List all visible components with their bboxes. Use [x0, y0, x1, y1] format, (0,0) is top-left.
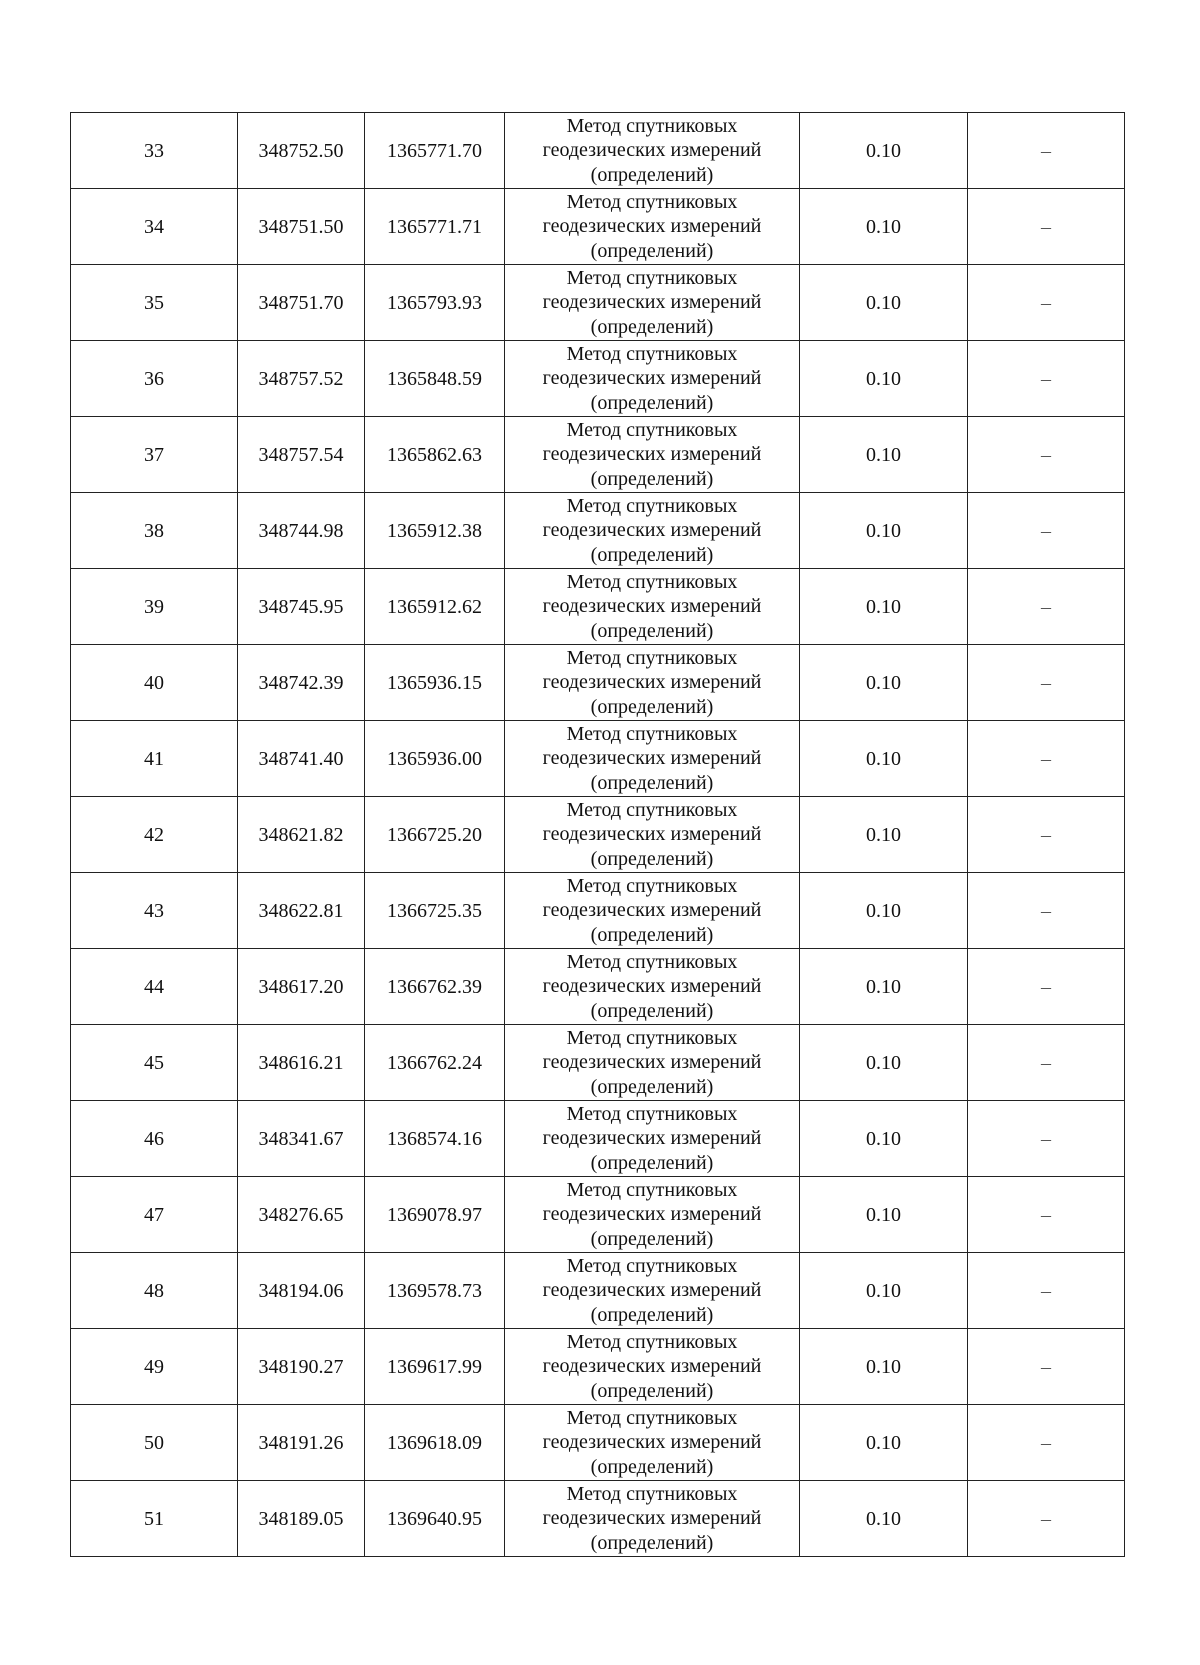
accuracy-cell: 0.10	[800, 189, 968, 265]
accuracy-cell: 0.10	[800, 873, 968, 949]
method-cell: Метод спутниковых геодезических измерений (определений)	[505, 797, 800, 873]
coordinate-x-cell: 348741.40	[238, 721, 365, 797]
point-number-cell: 37	[71, 417, 238, 493]
coordinate-x-cell: 348616.21	[238, 1025, 365, 1101]
table-row	[71, 113, 1125, 189]
note-cell: –	[968, 493, 1125, 569]
note-cell: –	[968, 873, 1125, 949]
coordinate-x-cell: 348752.50	[238, 113, 365, 189]
coordinate-y-cell: 1365771.71	[365, 189, 505, 265]
table-row	[71, 1253, 1125, 1329]
method-cell: Метод спутниковых геодезических измерений (определений)	[505, 949, 800, 1025]
coordinate-y-cell: 1369578.73	[365, 1253, 505, 1329]
method-cell: Метод спутниковых геодезических измерений (определений)	[505, 113, 800, 189]
table-row	[71, 645, 1125, 721]
coordinate-y-cell: 1365771.70	[365, 113, 505, 189]
point-number-cell: 35	[71, 265, 238, 341]
point-number-cell: 42	[71, 797, 238, 873]
method-cell: Метод спутниковых геодезических измерений (определений)	[505, 569, 800, 645]
accuracy-cell: 0.10	[800, 1101, 968, 1177]
method-cell: Метод спутниковых геодезических измерений (определений)	[505, 1329, 800, 1405]
method-cell: Метод спутниковых геодезических измерений (определений)	[505, 189, 800, 265]
point-number-cell: 40	[71, 645, 238, 721]
table-body	[71, 113, 1125, 1557]
note-cell: –	[968, 341, 1125, 417]
note-cell: –	[968, 1025, 1125, 1101]
table-row	[71, 1481, 1125, 1557]
accuracy-cell: 0.10	[800, 569, 968, 645]
accuracy-cell: 0.10	[800, 797, 968, 873]
method-cell: Метод спутниковых геодезических измерений (определений)	[505, 645, 800, 721]
accuracy-cell: 0.10	[800, 949, 968, 1025]
table-row	[71, 873, 1125, 949]
point-number-cell: 34	[71, 189, 238, 265]
coordinate-x-cell: 348617.20	[238, 949, 365, 1025]
table-row	[71, 265, 1125, 341]
note-cell: –	[968, 1329, 1125, 1405]
accuracy-cell: 0.10	[800, 645, 968, 721]
coordinate-x-cell: 348742.39	[238, 645, 365, 721]
coordinates-table	[70, 112, 1125, 1557]
note-cell: –	[968, 1405, 1125, 1481]
table-row	[71, 1025, 1125, 1101]
accuracy-cell: 0.10	[800, 721, 968, 797]
point-number-cell: 41	[71, 721, 238, 797]
note-cell: –	[968, 569, 1125, 645]
method-cell: Метод спутниковых геодезических измерений (определений)	[505, 721, 800, 797]
accuracy-cell: 0.10	[800, 341, 968, 417]
coordinate-x-cell: 348745.95	[238, 569, 365, 645]
coordinate-y-cell: 1365793.93	[365, 265, 505, 341]
coordinate-x-cell: 348622.81	[238, 873, 365, 949]
coordinate-y-cell: 1366725.35	[365, 873, 505, 949]
point-number-cell: 38	[71, 493, 238, 569]
coordinate-x-cell: 348751.70	[238, 265, 365, 341]
table-row	[71, 417, 1125, 493]
table-row	[71, 341, 1125, 417]
coordinate-y-cell: 1369617.99	[365, 1329, 505, 1405]
table-row	[71, 1101, 1125, 1177]
point-number-cell: 49	[71, 1329, 238, 1405]
note-cell: –	[968, 721, 1125, 797]
method-cell: Метод спутниковых геодезических измерений (определений)	[505, 1253, 800, 1329]
accuracy-cell: 0.10	[800, 113, 968, 189]
point-number-cell: 48	[71, 1253, 238, 1329]
point-number-cell: 50	[71, 1405, 238, 1481]
note-cell: –	[968, 189, 1125, 265]
method-cell: Метод спутниковых геодезических измерений (определений)	[505, 1405, 800, 1481]
coordinate-y-cell: 1366762.39	[365, 949, 505, 1025]
accuracy-cell: 0.10	[800, 265, 968, 341]
note-cell: –	[968, 645, 1125, 721]
method-cell: Метод спутниковых геодезических измерений (определений)	[505, 1101, 800, 1177]
coordinate-y-cell: 1365936.00	[365, 721, 505, 797]
coordinate-x-cell: 348621.82	[238, 797, 365, 873]
note-cell: –	[968, 1253, 1125, 1329]
coordinate-x-cell: 348341.67	[238, 1101, 365, 1177]
table-row	[71, 721, 1125, 797]
point-number-cell: 47	[71, 1177, 238, 1253]
accuracy-cell: 0.10	[800, 1405, 968, 1481]
note-cell: –	[968, 265, 1125, 341]
accuracy-cell: 0.10	[800, 1481, 968, 1557]
table-row	[71, 493, 1125, 569]
method-cell: Метод спутниковых геодезических измерений (определений)	[505, 1025, 800, 1101]
note-cell: –	[968, 113, 1125, 189]
table-row	[71, 1329, 1125, 1405]
method-cell: Метод спутниковых геодезических измерений (определений)	[505, 341, 800, 417]
coordinate-y-cell: 1369640.95	[365, 1481, 505, 1557]
point-number-cell: 44	[71, 949, 238, 1025]
coordinate-y-cell: 1365862.63	[365, 417, 505, 493]
coordinate-y-cell: 1368574.16	[365, 1101, 505, 1177]
accuracy-cell: 0.10	[800, 1025, 968, 1101]
table-row	[71, 1177, 1125, 1253]
coordinate-x-cell: 348276.65	[238, 1177, 365, 1253]
method-cell: Метод спутниковых геодезических измерений (определений)	[505, 265, 800, 341]
table-row	[71, 1405, 1125, 1481]
coordinate-x-cell: 348757.54	[238, 417, 365, 493]
coordinate-y-cell: 1365848.59	[365, 341, 505, 417]
coordinate-y-cell: 1365936.15	[365, 645, 505, 721]
coordinate-x-cell: 348744.98	[238, 493, 365, 569]
coordinate-y-cell: 1369078.97	[365, 1177, 505, 1253]
accuracy-cell: 0.10	[800, 1177, 968, 1253]
note-cell: –	[968, 417, 1125, 493]
accuracy-cell: 0.10	[800, 493, 968, 569]
coordinate-y-cell: 1369618.09	[365, 1405, 505, 1481]
method-cell: Метод спутниковых геодезических измерений (определений)	[505, 873, 800, 949]
table-row	[71, 569, 1125, 645]
point-number-cell: 51	[71, 1481, 238, 1557]
coordinate-x-cell: 348191.26	[238, 1405, 365, 1481]
point-number-cell: 43	[71, 873, 238, 949]
note-cell: –	[968, 949, 1125, 1025]
method-cell: Метод спутниковых геодезических измерений (определений)	[505, 493, 800, 569]
point-number-cell: 45	[71, 1025, 238, 1101]
point-number-cell: 36	[71, 341, 238, 417]
point-number-cell: 46	[71, 1101, 238, 1177]
coordinate-y-cell: 1365912.62	[365, 569, 505, 645]
method-cell: Метод спутниковых геодезических измерений (определений)	[505, 417, 800, 493]
coordinate-y-cell: 1366725.20	[365, 797, 505, 873]
accuracy-cell: 0.10	[800, 1253, 968, 1329]
coordinate-x-cell: 348751.50	[238, 189, 365, 265]
table-row	[71, 949, 1125, 1025]
note-cell: –	[968, 797, 1125, 873]
point-number-cell: 39	[71, 569, 238, 645]
point-number-cell: 33	[71, 113, 238, 189]
note-cell: –	[968, 1481, 1125, 1557]
table-row	[71, 797, 1125, 873]
table-row	[71, 189, 1125, 265]
coordinate-x-cell: 348757.52	[238, 341, 365, 417]
coordinate-x-cell: 348194.06	[238, 1253, 365, 1329]
accuracy-cell: 0.10	[800, 1329, 968, 1405]
coordinate-y-cell: 1366762.24	[365, 1025, 505, 1101]
method-cell: Метод спутниковых геодезических измерений (определений)	[505, 1177, 800, 1253]
coordinate-y-cell: 1365912.38	[365, 493, 505, 569]
accuracy-cell: 0.10	[800, 417, 968, 493]
method-cell: Метод спутниковых геодезических измерений (определений)	[505, 1481, 800, 1557]
coordinate-x-cell: 348189.05	[238, 1481, 365, 1557]
coordinate-x-cell: 348190.27	[238, 1329, 365, 1405]
note-cell: –	[968, 1101, 1125, 1177]
note-cell: –	[968, 1177, 1125, 1253]
